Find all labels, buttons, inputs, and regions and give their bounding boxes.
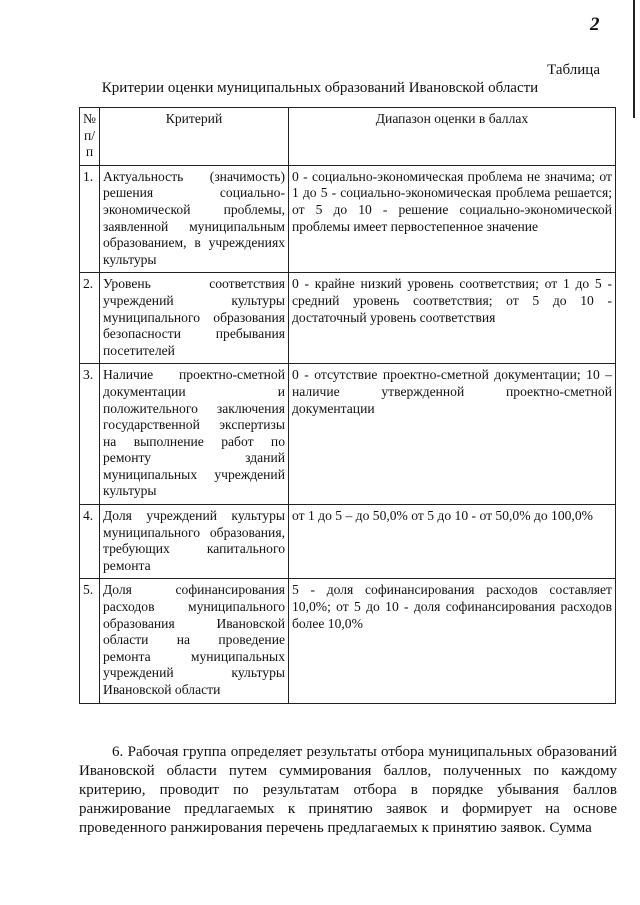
document-title: Критерии оценки муниципальных образований Ивановской области bbox=[101, 80, 539, 96]
header-number: № п/п bbox=[80, 108, 100, 166]
header-criterion: Критерий bbox=[100, 108, 289, 166]
row-range: 5 - доля софинансирования расходов составляет 10,0%; от 5 до 10 - доля софинансирования расходов более 10,0% bbox=[289, 579, 616, 703]
row-range: 0 - отсутствие проектно-сметной документации; 10 – наличие утвержденной проектно-сметной документации bbox=[289, 364, 616, 505]
table-row bbox=[80, 364, 616, 505]
row-range: 0 - социально-экономическая проблема не значима; от 1 до 5 - социально-экономическая проблема решается; от 5 до 10 - решение социально-экономической проблемы имеет первостепенное значение bbox=[289, 165, 616, 273]
table-row bbox=[80, 505, 616, 579]
body-paragraph: 6. Рабочая группа определяет результаты отбора муниципальных образований Ивановской области путем суммирования баллов, полученных по каждому критерию, проводит по результатам отбора в порядке убывания баллов ранжирование предлагаемых к принятию заявок и формирует на основе проведенного ранжирования перечень предлагаемых к принятию заявок. Сумма bbox=[79, 744, 617, 836]
criteria-table bbox=[79, 107, 616, 704]
page-number: 2 bbox=[590, 14, 600, 35]
margin-rule bbox=[633, 0, 635, 118]
table-row bbox=[80, 579, 616, 703]
row-range: 0 - крайне низкий уровень соответствия; от 1 до 5 - средний уровень соответствия; от 5 до 10 - достаточный уровень соответствия bbox=[289, 273, 616, 364]
row-criterion: Доля учреждений культуры муниципального образования, требующих капитального ремонта bbox=[100, 505, 289, 579]
row-number: 3. bbox=[80, 364, 100, 505]
row-criterion: Наличие проектно-сметной документации и положительного заключения государственной экспертизы на выполнение работ по ремонту зданий муниципальных учреждений культуры bbox=[100, 364, 289, 505]
row-criterion: Уровень соответствия учреждений культуры муниципального образования безопасности пребывания посетителей bbox=[100, 273, 289, 364]
row-number: 1. bbox=[80, 165, 100, 273]
table-label: Таблица bbox=[547, 62, 600, 78]
row-range: от 1 до 5 – до 50,0% от 5 до 10 - от 50,0% до 100,0% bbox=[289, 505, 616, 579]
row-number: 5. bbox=[80, 579, 100, 703]
row-number: 2. bbox=[80, 273, 100, 364]
table-header-row bbox=[80, 108, 616, 166]
table-row bbox=[80, 273, 616, 364]
row-criterion: Актуальность (значимость) решения социально-экономической проблемы, заявленной муниципальным образованием, в учреждениях культуры bbox=[100, 165, 289, 273]
header-range: Диапазон оценки в баллах bbox=[289, 108, 616, 166]
row-number: 4. bbox=[80, 505, 100, 579]
row-criterion: Доля софинансирования расходов муниципального образования Ивановской области на проведение ремонта муниципальных учреждений культуры Ивановской области bbox=[100, 579, 289, 703]
table-row bbox=[80, 165, 616, 273]
